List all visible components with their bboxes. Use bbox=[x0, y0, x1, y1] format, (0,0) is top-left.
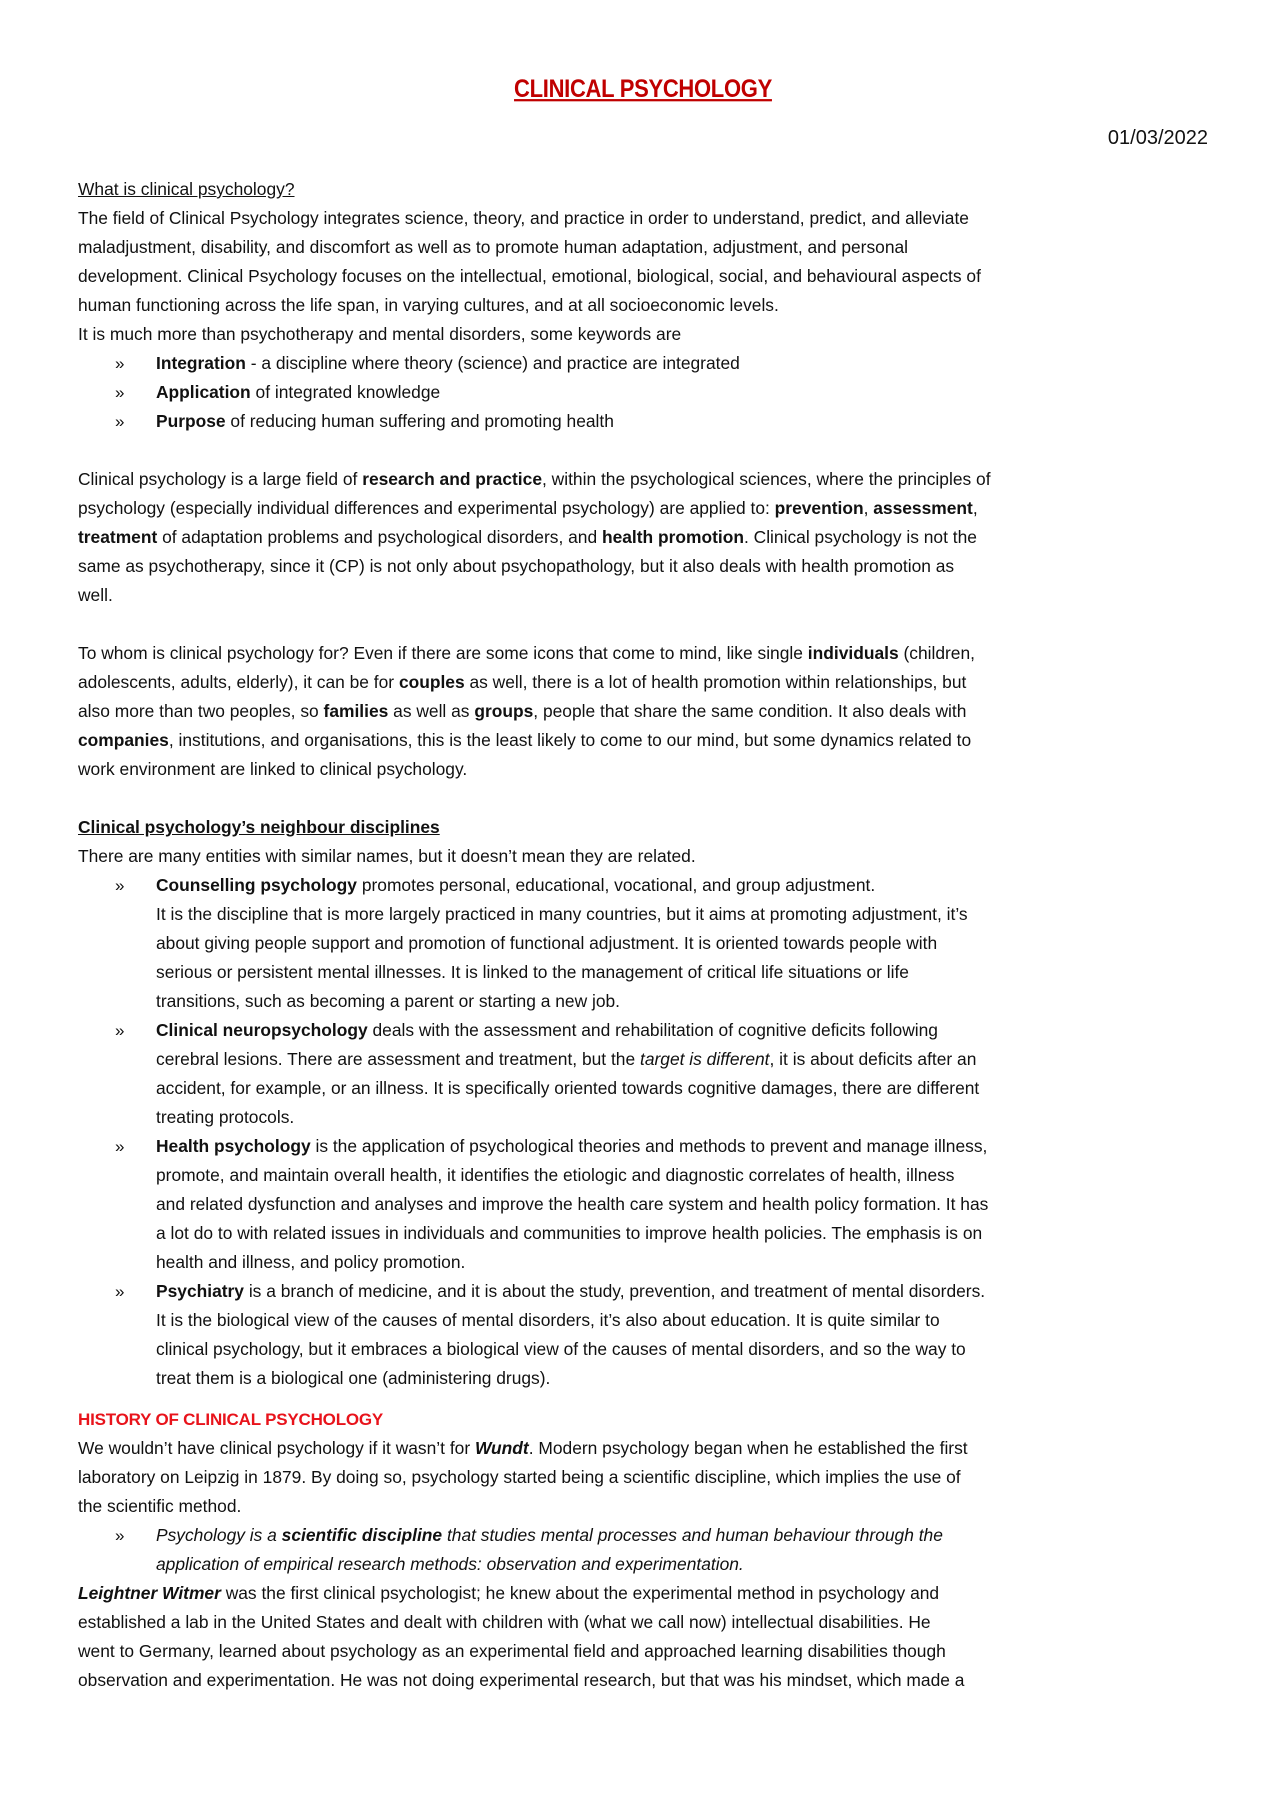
bullet-icon: » bbox=[115, 1526, 125, 1545]
keyword-item: » Purpose of reducing human suffering and promoting health bbox=[78, 407, 1208, 436]
paragraph-line: companies, institutions, and organisations, this is the least likely to come to our mind, but some dynamics related to bbox=[78, 730, 972, 750]
paragraph-line: It is the biological view of the causes of mental disorders, it’s also about education. It is quite similar to bbox=[156, 1310, 940, 1330]
bullet-icon: » bbox=[115, 1282, 125, 1301]
document-title: CLINICAL PSYCHOLOGY bbox=[514, 74, 772, 103]
paragraph-line: treat them is a biological one (administering drugs). bbox=[156, 1368, 551, 1388]
bullet-icon: » bbox=[115, 412, 125, 431]
discipline-item-neuropsychology: » Clinical neuropsychology deals with the assessment and rehabilitation of cognitive deficits following bbox=[78, 1016, 1208, 1045]
paragraph-line: a lot do to with related issues in individuals and communities to improve health policies. The emphasis is on bbox=[156, 1223, 983, 1243]
spacer bbox=[78, 436, 1208, 465]
paragraph-line: the scientific method. bbox=[78, 1496, 242, 1516]
paragraph-line: went to Germany, learned about psychology as an experimental field and approached learning disabilities though bbox=[78, 1641, 946, 1661]
section-heading-neighbour: Clinical psychology’s neighbour disciplines bbox=[78, 817, 440, 837]
document-body bbox=[78, 175, 1208, 1695]
spacer bbox=[78, 610, 1208, 639]
paragraph-line: Leightner Witmer was the first clinical psychologist; he knew about the experimental method in psychology and bbox=[78, 1583, 940, 1603]
paragraph-line: cerebral lesions. There are assessment and treatment, but the target is different, it is about deficits after an bbox=[156, 1049, 977, 1069]
discipline-item-counselling: » Counselling psychology promotes personal, educational, vocational, and group adjustment. bbox=[78, 871, 1208, 900]
paragraph-line: also more than two peoples, so families as well as groups, people that share the same condition. It also deals with bbox=[78, 701, 967, 721]
paragraph-line: laboratory on Leipzig in 1879. By doing so, psychology started being a scientific discipline, which implies the use of bbox=[78, 1467, 961, 1487]
paragraph-line: treating protocols. bbox=[156, 1107, 295, 1127]
paragraph-line: work environment are linked to clinical psychology. bbox=[78, 759, 468, 779]
discipline-item-psychiatry: » Psychiatry is a branch of medicine, and it is about the study, prevention, and treatment of mental disorders. bbox=[78, 1277, 1208, 1306]
paragraph-line: human functioning across the life span, in varying cultures, and at all socioeconomic levels. bbox=[78, 295, 779, 315]
paragraph-line: To whom is clinical psychology for? Even if there are some icons that come to mind, like single individuals (children, bbox=[78, 643, 975, 663]
paragraph-line: treatment of adaptation problems and psychological disorders, and health promotion. Clinical psychology is not the bbox=[78, 527, 977, 547]
discipline-item-health: » Health psychology is the application of psychological theories and methods to prevent and manage illness, bbox=[78, 1132, 1208, 1161]
paragraph-line: development. Clinical Psychology focuses on the intellectual, emotional, biological, social, and behavioural aspects of bbox=[78, 266, 981, 286]
paragraph-line: serious or persistent mental illnesses. It is linked to the management of critical life situations or life bbox=[156, 962, 909, 982]
paragraph-line: adolescents, adults, elderly), it can be for couples as well, there is a lot of health promotion within relationships, but bbox=[78, 672, 967, 692]
paragraph-line: about giving people support and promotion of functional adjustment. It is oriented towards people with bbox=[156, 933, 938, 953]
bullet-icon: » bbox=[115, 876, 125, 895]
definition-quote: » Psychology is a scientific discipline that studies mental processes and human behaviour through the bbox=[78, 1521, 1208, 1550]
paragraph-line: It is the discipline that is more largely practiced in many countries, but it aims at promoting adjustment, it’s bbox=[156, 904, 968, 924]
section-heading-history: HISTORY OF CLINICAL PSYCHOLOGY bbox=[78, 1410, 384, 1429]
paragraph-line: There are many entities with similar names, but it doesn’t mean they are related. bbox=[78, 846, 696, 866]
paragraph-line: transitions, such as becoming a parent or starting a new job. bbox=[156, 991, 621, 1011]
keyword-item: » Application of integrated knowledge bbox=[78, 378, 1208, 407]
paragraph-line: established a lab in the United States and dealt with children with (what we call now) intellectual disabilities. He bbox=[78, 1612, 931, 1632]
spacer bbox=[78, 1393, 1208, 1405]
bullet-icon: » bbox=[115, 1137, 125, 1156]
paragraph-line: The field of Clinical Psychology integrates science, theory, and practice in order to understand, predict, and alleviate bbox=[78, 208, 969, 228]
bullet-icon: » bbox=[115, 1021, 125, 1040]
paragraph-line: maladjustment, disability, and discomfort as well as to promote human adaptation, adjustment, and personal bbox=[78, 237, 909, 257]
paragraph-line: health and illness, and policy promotion. bbox=[156, 1252, 466, 1272]
keyword-item: » Integration - a discipline where theory (science) and practice are integrated bbox=[78, 349, 1208, 378]
paragraph-line: clinical psychology, but it embraces a biological view of the causes of mental disorders, and so the way to bbox=[156, 1339, 966, 1359]
paragraph-line: application of empirical research methods: observation and experimentation. bbox=[156, 1554, 744, 1574]
paragraph-line: Clinical psychology is a large field of research and practice, within the psychological sciences, where the principles of bbox=[78, 469, 991, 489]
paragraph-line: We wouldn’t have clinical psychology if it wasn’t for Wundt. Modern psychology began when he established the first bbox=[78, 1438, 968, 1458]
paragraph-line: observation and experimentation. He was not doing experimental research, but that was his mindset, which made a bbox=[78, 1670, 965, 1690]
paragraph-line: same as psychotherapy, since it (CP) is not only about psychopathology, but it also deals with health promotion as bbox=[78, 556, 955, 576]
paragraph-line: accident, for example, or an illness. It is specifically oriented towards cognitive damages, there are different bbox=[156, 1078, 980, 1098]
paragraph-line: and related dysfunction and analyses and improve the health care system and health policy formation. It has bbox=[156, 1194, 989, 1214]
paragraph-line: psychology (especially individual differences and experimental psychology) are applied to: prevention, assessment, bbox=[78, 498, 978, 518]
section-heading-what-is: What is clinical psychology? bbox=[78, 179, 295, 199]
bullet-icon: » bbox=[115, 354, 125, 373]
paragraph-line: well. bbox=[78, 585, 113, 605]
paragraph-line: promote, and maintain overall health, it identifies the etiologic and diagnostic correlates of health, illness bbox=[156, 1165, 955, 1185]
bullet-icon: » bbox=[115, 383, 125, 402]
document-date: 01/03/2022 bbox=[1107, 127, 1208, 149]
spacer bbox=[78, 784, 1208, 813]
paragraph-line: It is much more than psychotherapy and mental disorders, some keywords are bbox=[78, 324, 682, 344]
